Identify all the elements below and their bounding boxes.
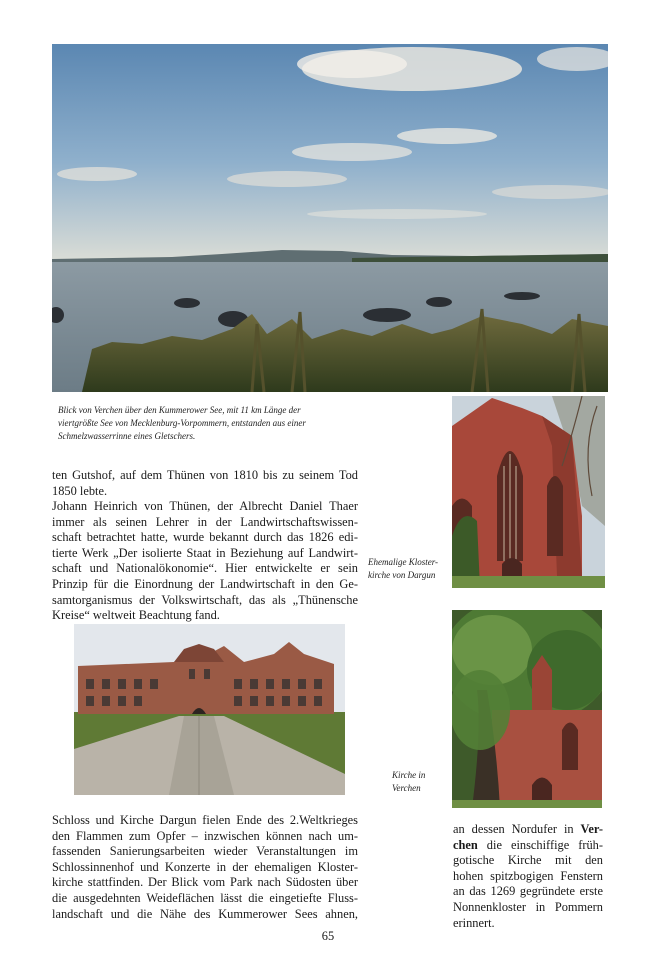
text-line: 1850 lebte.	[52, 483, 108, 498]
text-line: an das 1269 gegründete erste	[453, 884, 603, 899]
caption-line: Kirche in	[392, 770, 426, 780]
text-line: erinnert.	[453, 915, 495, 930]
caption-line: kirche von Dargun	[368, 570, 436, 580]
lake-photo	[52, 44, 608, 392]
caption-line: Verchen	[392, 783, 421, 793]
lake-caption	[58, 404, 378, 443]
kirche-verchen-photo-image	[452, 610, 602, 808]
caption-line: Ehemalige Kloster-	[368, 557, 439, 567]
text-line: die ausgedehnten Weideflächen lässt die eingetiefte Fluss-	[52, 890, 358, 905]
caption-line: Blick von Verchen über den Kummerower See, mit 11 km Länge der	[58, 405, 301, 415]
text-line: schaft und Nationalökonomie“. Hier entwickelte er sein	[52, 561, 358, 576]
text-line: schaft betrachtet hatte, wurde bekannt durch das 1826 edi-	[52, 530, 358, 545]
kirche-caption	[392, 769, 452, 795]
text-line: kirche stattfinden. Der Blick vom Park nach Südosten über	[52, 875, 358, 890]
lake-photo-image	[52, 44, 608, 392]
text-line: Prinzip für die Einordnung der Landwirtschaft in den Ge-	[52, 576, 358, 591]
schloss-photo	[74, 624, 345, 795]
paragraph-2	[52, 499, 358, 624]
text-line: tierte Werk „Der isolierte Staat in Beziehung auf Landwirt-	[52, 545, 358, 560]
text-line: den Flammen zum Opfer – inzwischen können nach um-	[52, 828, 358, 843]
place-name-bold: chen	[453, 837, 478, 852]
text-line: ten Gutshof, auf dem Thünen von 1810 bis zu seinem Tod	[52, 468, 358, 482]
text-fragment: an dessen Nordufer in	[453, 822, 581, 836]
caption-line: viertgrößte See von Mecklenburg-Vorpommern, entstanden aus einer	[58, 418, 306, 428]
paragraph-3	[52, 813, 358, 922]
text-line: Schlossinnenhof und Konzerte in der ehemaligen Kloster-	[52, 859, 358, 874]
text-line	[453, 838, 603, 854]
caption-line: Schmelzwasserrinne eines Gletschers.	[58, 431, 196, 441]
paragraph-1	[52, 468, 358, 499]
text-fragment: die einschiffige früh-	[477, 837, 603, 852]
kirche-verchen-photo	[452, 610, 602, 808]
text-line: immer als seinen Lehrer in der Landwirtschaftswissen-	[52, 514, 358, 529]
text-line: Kreise“ weltweit Beachtung fand.	[52, 608, 220, 623]
klosterkirche-caption	[368, 556, 452, 582]
place-name-bold: Ver-	[580, 822, 603, 836]
text-line: hohen spitzbogigen Fenstern	[453, 868, 603, 883]
text-line: fassenden Sanierungsarbeiten wieder Veranstaltungen im	[52, 844, 358, 859]
text-line: landschaft und die Nähe des Kummerower Sees ahnen,	[52, 906, 358, 921]
page-number: 65	[321, 929, 335, 943]
paragraph-4	[453, 822, 603, 931]
text-line: Johann Heinrich von Thünen, der Albrecht Daniel Thaer	[52, 499, 358, 513]
text-line: Schloss und Kirche Dargun fielen Ende des 2.Weltkrieges	[52, 813, 358, 827]
text-line: gotische Kirche mit den	[453, 853, 603, 868]
text-line: samtorganismus der Volkswirtschaft, das als „Thünensche	[52, 592, 358, 607]
text-line: Nonnenkloster in Pommern	[453, 899, 603, 914]
schloss-photo-image	[74, 624, 345, 795]
text-line	[453, 822, 603, 838]
klosterkirche-photo-image	[452, 396, 605, 588]
klosterkirche-photo	[452, 396, 605, 588]
